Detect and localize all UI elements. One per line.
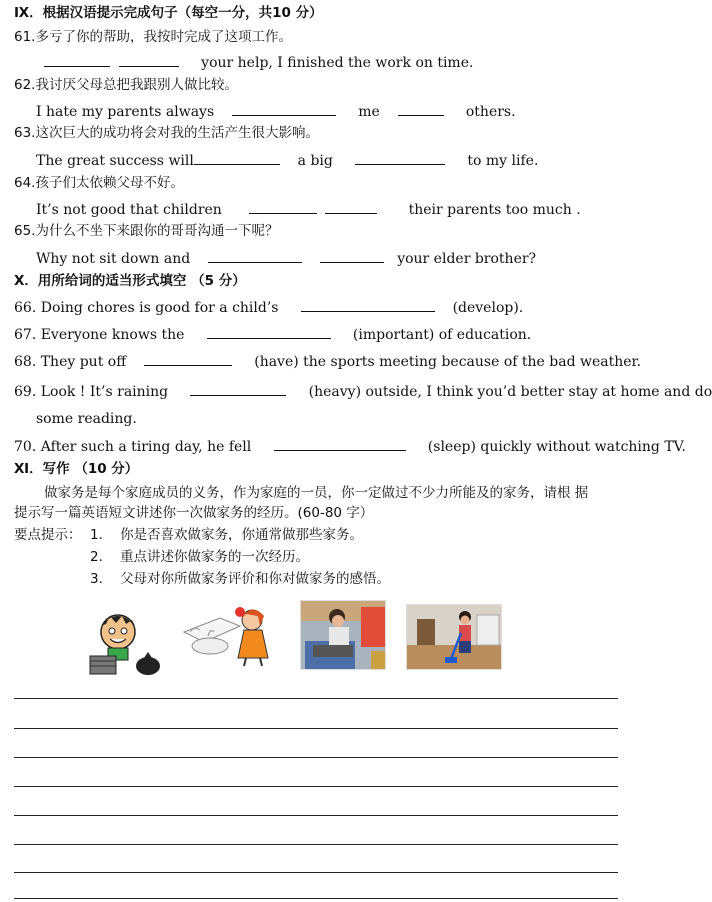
q66-hint: (develop). xyxy=(452,300,524,316)
points-label: 要点提示： xyxy=(14,527,82,543)
child-sweeping-floor-image xyxy=(406,604,502,670)
point-text: 父母对你所做家务评价和你对做家务的感悟。 xyxy=(120,571,391,587)
writing-prompt-line-1: 做家务是每个家庭成员的义务，作为家庭的一员，你一定做过不少力所能及的家务，请根 据 xyxy=(44,485,589,501)
answer-blank[interactable] xyxy=(194,150,280,165)
q64-english xyxy=(36,199,581,219)
q68 xyxy=(14,351,641,371)
writing-line[interactable] xyxy=(14,698,618,699)
q67-text: 67. Everyone knows the xyxy=(14,327,185,343)
answer-blank[interactable] xyxy=(325,199,377,214)
q69-text: 69. Look ! It’s raining xyxy=(14,384,169,400)
section-9-title: Ⅸ．根据汉语提示完成句子（每空一分，共10 分） xyxy=(14,5,323,21)
q62-text-1: I hate my parents always xyxy=(36,104,215,120)
q70-hint: (sleep) quickly without watching TV. xyxy=(427,439,686,455)
answer-blank[interactable] xyxy=(44,52,110,67)
answer-blank[interactable] xyxy=(301,297,435,312)
q70-text: 70. After such a tiring day, he fell xyxy=(14,439,252,455)
q64-text-2: their parents too much . xyxy=(408,202,581,218)
q69-hint: (heavy) outside, I think you’d better stay at home and do xyxy=(308,384,712,400)
q61-chinese: 61.多亏了你的帮助，我按时完成了这项工作。 xyxy=(14,29,292,45)
q67-hint: (important) of education. xyxy=(352,327,532,343)
answer-blank[interactable] xyxy=(398,101,444,116)
q67 xyxy=(14,324,531,344)
q63-text-2: a big xyxy=(297,153,333,169)
answer-blank[interactable] xyxy=(232,101,336,116)
q64-text-1: It’s not good that children xyxy=(36,202,222,218)
q69 xyxy=(14,381,712,401)
q70 xyxy=(14,436,686,456)
writing-line[interactable] xyxy=(14,872,618,873)
point-number: 2. xyxy=(90,549,103,565)
point-3 xyxy=(90,570,390,588)
q65-english xyxy=(36,248,536,268)
section-10-title: Ⅹ．用所给词的适当形式填空 （5 分） xyxy=(14,273,246,289)
answer-blank[interactable] xyxy=(320,248,384,263)
writing-line[interactable] xyxy=(14,844,618,845)
q63-chinese: 63.这次巨大的成功将会对我的生活产生很大影响。 xyxy=(14,125,319,141)
q62-text-3: others. xyxy=(465,104,516,120)
q69-continuation: some reading. xyxy=(36,411,137,427)
point-number: 3. xyxy=(90,571,103,587)
answer-blank[interactable] xyxy=(190,381,286,396)
q62-english xyxy=(36,101,516,121)
writing-line[interactable] xyxy=(14,786,618,787)
q65-text-1: Why not sit down and xyxy=(36,251,191,267)
point-text: 重点讲述你做家务的一次经历。 xyxy=(120,549,310,565)
answer-blank[interactable] xyxy=(249,199,317,214)
q68-hint: (have) the sports meeting because of the bad weather. xyxy=(254,354,642,370)
writing-prompt-line-2: 提示写一篇英语短文讲述你一次做家务的经历。(60-80 字） xyxy=(14,505,374,521)
q62-chinese: 62.我讨厌父母总把我跟别人做比较。 xyxy=(14,77,238,93)
q66 xyxy=(14,297,523,317)
answer-blank[interactable] xyxy=(274,436,406,451)
writing-line[interactable] xyxy=(14,728,618,729)
point-2 xyxy=(90,548,309,566)
writing-line[interactable] xyxy=(14,757,618,758)
writing-line[interactable] xyxy=(14,898,618,899)
q61-english xyxy=(44,52,473,72)
answer-blank[interactable] xyxy=(355,150,445,165)
boy-taking-out-trash-image xyxy=(86,604,170,678)
q63-text-1: The great success will xyxy=(36,153,194,169)
q68-text: 68. They put off xyxy=(14,354,127,370)
q65-chinese: 65.为什么不坐下来跟你的哥哥沟通一下呢？ xyxy=(14,223,279,239)
point-1 xyxy=(90,526,363,544)
q61-text: your help, I finished the work on time. xyxy=(201,55,474,71)
answer-blank[interactable] xyxy=(208,248,302,263)
q65-text-2: your elder brother? xyxy=(397,251,537,267)
answer-blank[interactable] xyxy=(144,351,232,366)
q62-text-2: me xyxy=(358,104,380,120)
answer-blank[interactable] xyxy=(207,324,331,339)
girl-washing-dishes-image xyxy=(180,602,276,668)
q63-english xyxy=(36,150,538,170)
q66-text: 66. Doing chores is good for a child’s xyxy=(14,300,279,316)
q64-chinese: 64.孩子们太依赖父母不好。 xyxy=(14,175,184,191)
child-folding-clothes-image xyxy=(300,600,386,670)
writing-line[interactable] xyxy=(14,815,618,816)
point-text: 你是否喜欢做家务，你通常做那些家务。 xyxy=(120,527,364,543)
answer-blank[interactable] xyxy=(119,52,179,67)
point-number: 1. xyxy=(90,527,103,543)
section-11-title: Ⅺ．写作 （10 分） xyxy=(14,461,139,477)
q63-text-3: to my life. xyxy=(467,153,539,169)
